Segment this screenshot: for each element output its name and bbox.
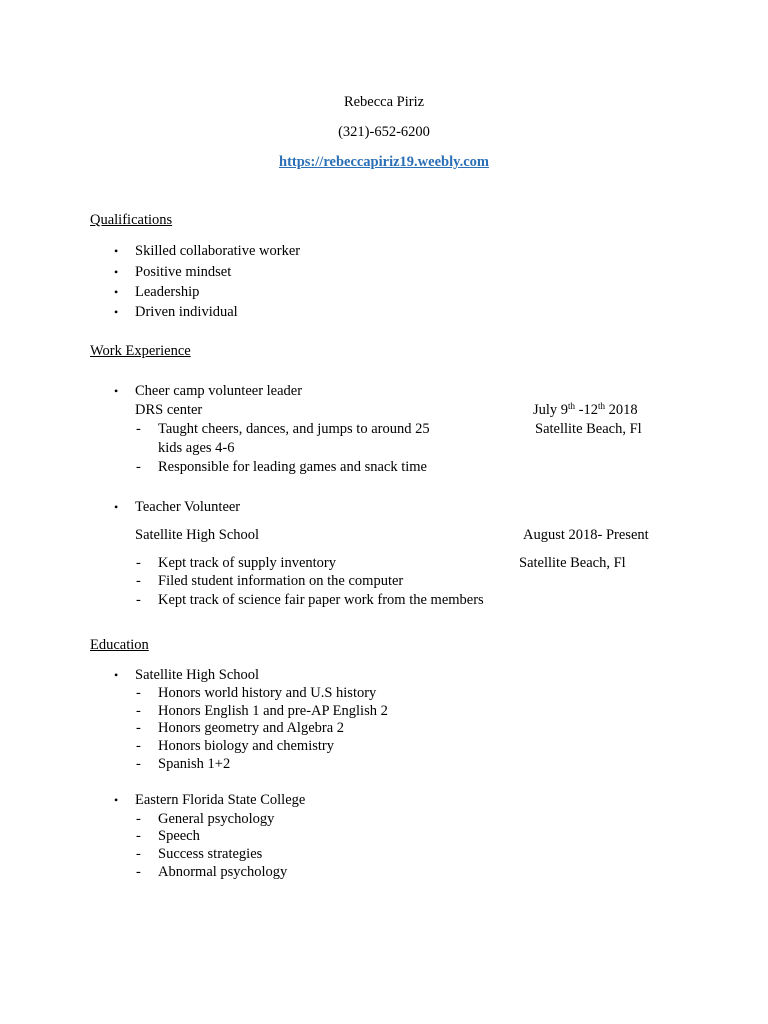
bullet-icon: • [114, 793, 119, 807]
job-title: Cheer camp volunteer leader [135, 383, 303, 399]
qualification-item: Driven individual [135, 304, 238, 320]
dash-marker: - [136, 685, 141, 701]
dash-marker: - [136, 828, 141, 844]
dash-marker: - [136, 555, 141, 571]
qualification-item: Skilled collaborative worker [135, 243, 301, 259]
job-title: Teacher Volunteer [135, 499, 241, 515]
bullet-icon: • [114, 305, 119, 319]
dash-marker: - [136, 811, 141, 827]
job-duty-continued: kids ages 4-6 [158, 440, 235, 456]
dash-marker: - [136, 864, 141, 880]
school-name: Eastern Florida State College [135, 792, 306, 808]
job-location: Satellite Beach, Fl [535, 421, 642, 437]
website-link-row [0, 155, 768, 170]
dash-marker: - [136, 592, 141, 608]
course-item: Abnormal psychology [158, 864, 288, 880]
dash-marker: - [136, 846, 141, 862]
course-item: Speech [158, 828, 200, 844]
job-date: August 2018- Present [523, 527, 649, 543]
dash-marker: - [136, 756, 141, 772]
website-link[interactable]: https://rebeccapiriz19.weebly.com [279, 154, 489, 170]
phone-number: (321)-652-6200 [338, 124, 430, 140]
work-experience-heading: Work Experience [90, 343, 191, 359]
job-duty: Responsible for leading games and snack time [158, 459, 427, 475]
course-item: Honors English 1 and pre-AP English 2 [158, 703, 388, 719]
job-duty: Kept track of science fair paper work from the members [158, 592, 484, 608]
job-duty: Taught cheers, dances, and jumps to around 25 [158, 421, 430, 437]
course-item: Honors world history and U.S history [158, 685, 377, 701]
dash-marker: - [136, 738, 141, 754]
qualification-item: Positive mindset [135, 264, 232, 280]
job-organization: Satellite High School [135, 527, 260, 543]
qualification-item: Leadership [135, 284, 200, 300]
job-organization: DRS center [135, 402, 203, 418]
course-item: Honors biology and chemistry [158, 738, 334, 754]
course-item: Spanish 1+2 [158, 756, 231, 772]
bullet-icon: • [114, 285, 119, 299]
job-date: July 9th -12th 2018 [533, 401, 638, 418]
job-duty: Filed student information on the computer [158, 573, 404, 589]
dash-marker: - [136, 573, 141, 589]
bullet-icon: • [114, 384, 119, 398]
dash-marker: - [136, 703, 141, 719]
dash-marker: - [136, 720, 141, 736]
course-item: General psychology [158, 811, 275, 827]
course-item: Success strategies [158, 846, 263, 862]
dash-marker: - [136, 421, 141, 437]
resume-name: Rebecca Piriz [343, 94, 425, 110]
qualifications-heading: Qualifications [90, 212, 173, 228]
course-item: Honors geometry and Algebra 2 [158, 720, 345, 736]
bullet-icon: • [114, 265, 119, 279]
job-location: Satellite Beach, Fl [519, 555, 626, 571]
school-name: Satellite High School [135, 667, 260, 683]
dash-marker: - [136, 459, 141, 475]
bullet-icon: • [114, 244, 119, 258]
education-heading: Education [90, 637, 149, 653]
bullet-icon: • [114, 500, 119, 514]
job-duty: Kept track of supply inventory [158, 555, 336, 571]
bullet-icon: • [114, 668, 119, 682]
